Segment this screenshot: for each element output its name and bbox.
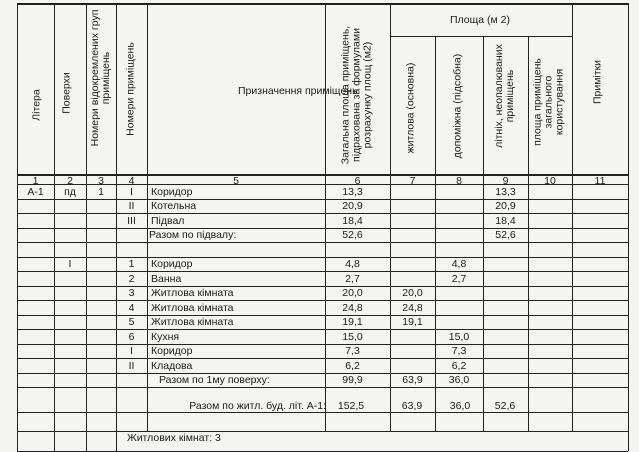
purpose-cell: Житлова кімната [151, 301, 234, 314]
column-number: 10 [544, 175, 556, 187]
living-area-cell: 20,0 [402, 287, 423, 299]
room-number-cell: 1 [128, 258, 135, 270]
column-number: 7 [409, 175, 416, 187]
grid-line [390, 36, 572, 37]
room-number-cell: III [127, 214, 136, 227]
room-number-cell: 6 [128, 330, 135, 343]
grid-line [17, 373, 628, 374]
total-area-cell: 52,6 [342, 229, 363, 241]
total-area-cell: 18,4 [342, 214, 363, 227]
header-summer-line2: приміщень [504, 69, 516, 123]
column-number: 4 [128, 175, 135, 187]
header-total-area [340, 26, 373, 164]
header-groups-line2: приміщень [100, 51, 112, 105]
grid-line [17, 431, 18, 451]
grid-line [17, 387, 628, 388]
total-area-cell: 13,3 [342, 185, 363, 198]
total-area-cell: 4,8 [345, 258, 360, 270]
header-litera: Літера [30, 89, 43, 121]
litera-cell: А-1 [27, 185, 44, 198]
aux-area-cell: 15,0 [448, 330, 470, 343]
header-notes: Примітки [591, 59, 604, 105]
purpose-cell: Коридор [151, 185, 193, 198]
grid-line [17, 213, 628, 214]
aux-area-cell: 2,7 [451, 272, 467, 285]
header-common [532, 58, 565, 146]
header-groups [90, 10, 112, 147]
purpose-cell: Підвал [151, 214, 185, 227]
grid-line [17, 228, 628, 229]
header-purpose: Призначення приміщень [238, 85, 358, 97]
header-rooms: Номери приміщень [124, 42, 137, 136]
grid-line [17, 257, 628, 258]
column-number: 2 [67, 175, 73, 187]
header-summer-line1: літніх, неопалюваних [492, 44, 505, 148]
summer-area-cell: 18,4 [495, 214, 516, 227]
column-number: 6 [354, 175, 361, 187]
room-number-cell: I [130, 345, 133, 357]
column-number: 5 [233, 175, 239, 187]
floor-cell: пд [64, 185, 76, 198]
header-common-line2: загального [542, 75, 555, 129]
header-summer [494, 44, 516, 148]
grid-line [17, 431, 628, 432]
room-number-cell: 2 [128, 272, 135, 285]
header-common-line1: площа приміщень [531, 58, 544, 146]
grid-line [147, 3, 148, 431]
living-area-cell: 19,1 [402, 316, 423, 328]
grid-line [17, 329, 628, 330]
living-area-cell: 63,9 [402, 374, 423, 386]
grid-line [116, 431, 117, 451]
grid-line [17, 271, 628, 272]
purpose-cell: Ванна [151, 272, 182, 285]
grid-line [17, 300, 628, 301]
header-floors: Поверхи [60, 72, 73, 114]
grid-line [17, 315, 628, 316]
grid-line [17, 199, 628, 200]
grid-line [483, 36, 484, 431]
grid-line [528, 36, 529, 431]
grand-total-summer: 52,6 [494, 400, 516, 412]
column-number: 1 [32, 175, 39, 187]
summer-area-cell: 20,9 [495, 200, 516, 212]
grid-line [54, 431, 55, 451]
column-number: 8 [456, 175, 462, 187]
purpose-cell: Разом по 1му поверху: [159, 374, 270, 386]
grid-line [390, 3, 391, 431]
aux-area-cell: 36,0 [448, 374, 470, 386]
grid-line [572, 3, 573, 431]
purpose-cell: Житлова кімната [151, 287, 234, 299]
header-living: житлова (основна) [404, 62, 417, 154]
total-area-cell: 6,2 [345, 359, 360, 372]
purpose-cell: Житлова кімната [151, 316, 234, 328]
summer-area-cell: 13,3 [495, 185, 516, 198]
grid-line [17, 344, 628, 345]
room-number-cell: I [130, 185, 133, 198]
purpose-cell: Коридор [151, 258, 193, 270]
header-groups-line1: Номери відокремлених груп [88, 9, 101, 147]
total-area-cell: 15,0 [342, 330, 363, 343]
purpose-cell: Коридор [151, 345, 193, 357]
header-total-line2: підрахована за формулами [350, 28, 363, 162]
grid-line [325, 3, 326, 431]
purpose-cell: Разом по підвалу: [149, 229, 237, 241]
purpose-cell: Кухня [151, 330, 180, 343]
grid-line [628, 431, 629, 451]
summer-area-cell: 52,6 [495, 229, 516, 241]
room-number-cell: 4 [128, 301, 135, 314]
grid-line [435, 36, 436, 431]
grand-total-area: 152,5 [337, 400, 365, 412]
grid-line [17, 3, 628, 5]
grid-line [86, 3, 87, 431]
aux-area-cell: 4,8 [451, 258, 467, 270]
grand-total-label: Разом по житл. буд. літ. А-1: [189, 400, 326, 412]
grid-line [17, 412, 628, 413]
total-area-cell: 20,0 [342, 287, 363, 299]
room-number-cell: 5 [128, 316, 135, 328]
grid-line [17, 286, 628, 287]
room-number-cell: 3 [128, 287, 135, 299]
total-area-cell: 19,1 [342, 316, 363, 328]
grid-line [628, 3, 629, 431]
total-area-cell: 7,3 [345, 345, 360, 357]
grid-line [17, 358, 628, 359]
grid-line [17, 174, 628, 176]
header-total-line1: Загальна площа приміщень, [339, 25, 352, 165]
grid-line [116, 3, 117, 431]
room-number-cell: II [128, 200, 135, 212]
group-cell: 1 [98, 185, 104, 198]
grid-line [17, 242, 628, 243]
header-common-line3: користування [553, 68, 566, 136]
column-number: 11 [594, 175, 606, 187]
grid-line [17, 184, 628, 185]
grid-line [86, 431, 87, 451]
room-number-cell: II [128, 359, 135, 372]
aux-area-cell: 7,3 [451, 345, 467, 357]
purpose-cell: Котельна [151, 200, 197, 212]
column-number: 3 [98, 175, 104, 187]
total-area-cell: 2,7 [345, 272, 360, 285]
column-number: 9 [502, 175, 509, 187]
living-rooms-count: Житлових кімнат: 3 [127, 432, 221, 444]
living-area-cell: 24,8 [402, 301, 423, 314]
header-aux: допоміжна (підсобна) [451, 53, 464, 159]
floor-cell: I [68, 258, 72, 270]
total-area-cell: 20,9 [342, 200, 363, 212]
aux-area-cell: 6,2 [451, 359, 467, 372]
grand-total-aux: 36,0 [449, 400, 471, 412]
total-area-cell: 99,9 [342, 374, 363, 386]
purpose-cell: Кладова [151, 359, 193, 372]
header-area-group: Площа (м 2) [450, 14, 510, 26]
grid-line [17, 3, 18, 431]
header-total-line3: розрахунку площ (м2) [361, 41, 374, 149]
total-area-cell: 24,8 [342, 301, 363, 314]
grid-line [54, 3, 55, 431]
grand-total-living: 63,9 [401, 400, 423, 412]
